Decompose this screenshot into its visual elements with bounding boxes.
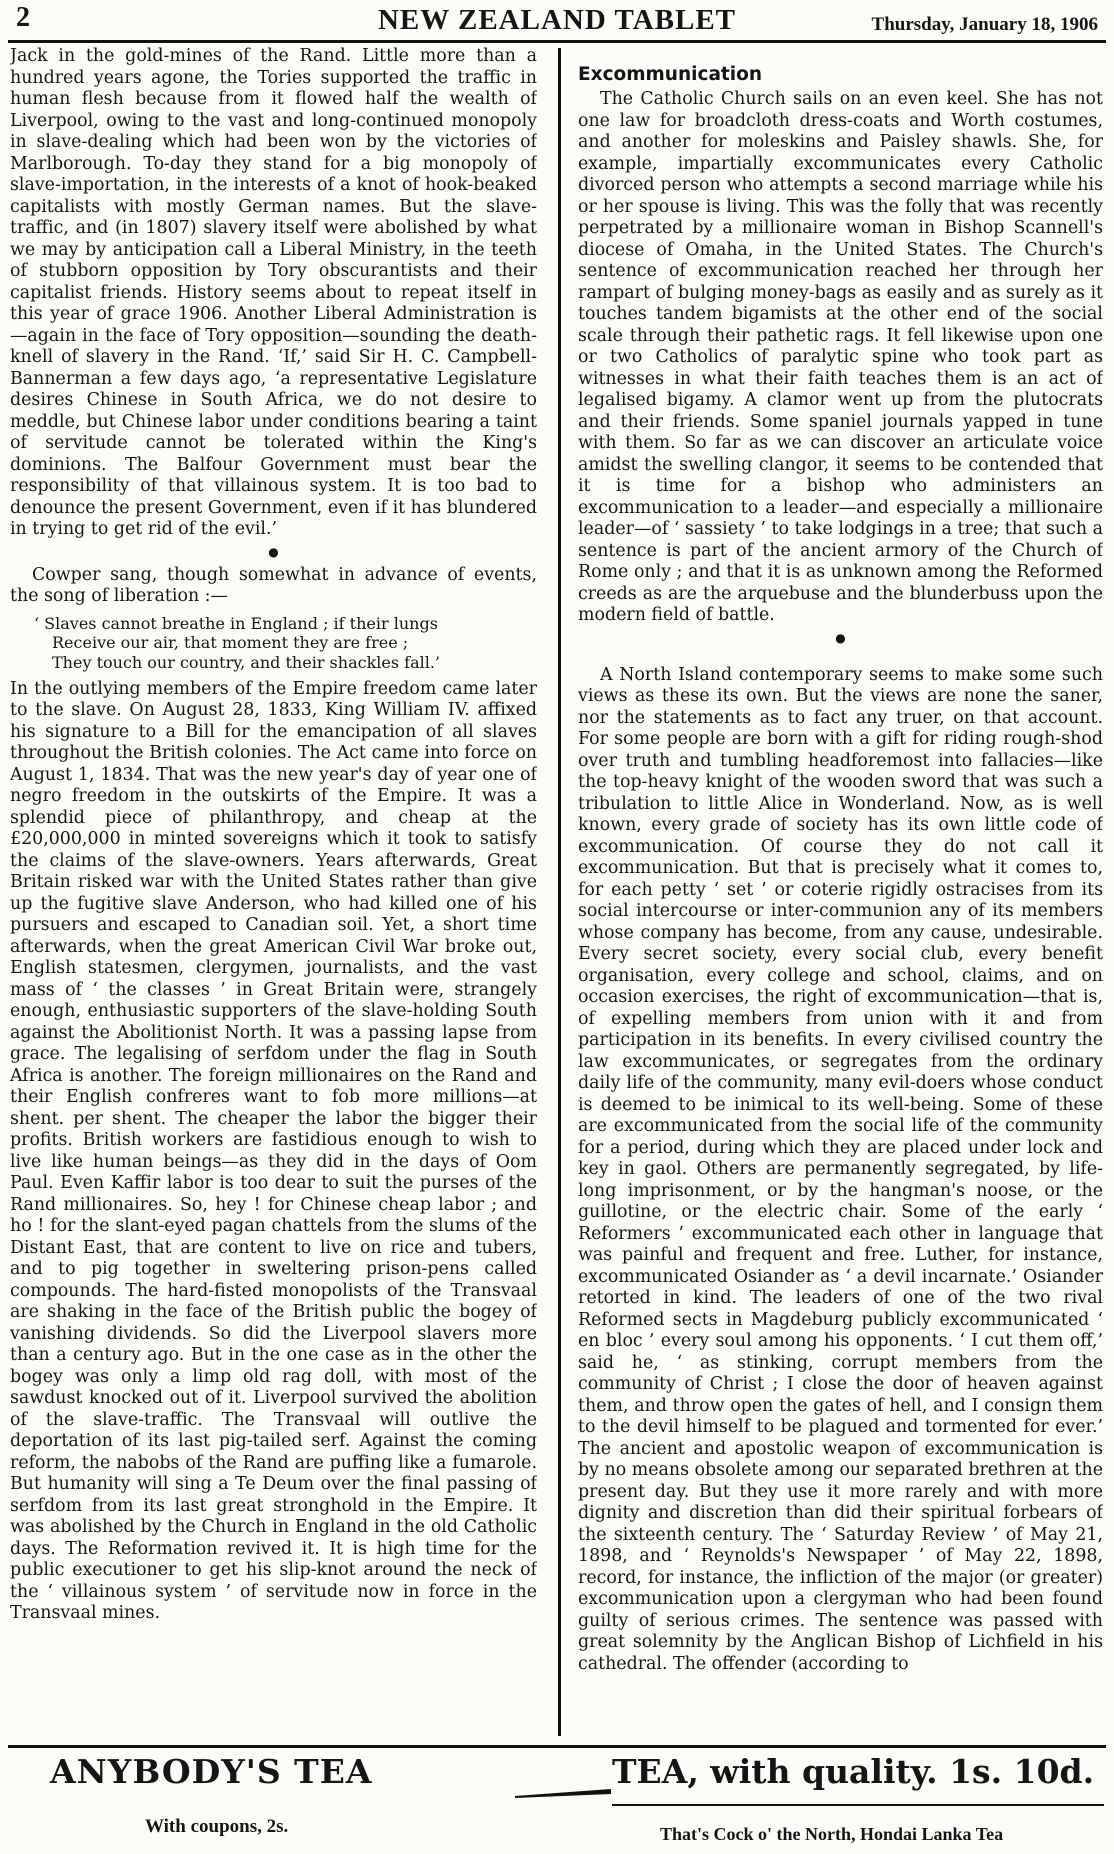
right-column [578,46,1103,1732]
page-number: 2 [16,2,30,33]
masthead: NEW ZEALAND TABLET [377,4,737,36]
ad-anybodys-tea-title: ANYBODY'S TEA [50,1752,373,1791]
column-rule [558,48,561,1736]
ad-quality-tea-subtitle: That's Cock o' the North, Hondai Lanka Tea [660,1824,1004,1844]
verse-line: ‘ Slaves cannot breathe in England ; if their lungs [34,613,438,633]
verse-quote [10,614,537,673]
verse-line: They touch our country, and their shackles fall.’ [52,653,441,673]
article-paragraph: A North Island contemporary seems to make some such views as these its own. But the views are none the saner, nor the statements as to fact any truer, on that account. For some people are born with a gift for riding rough-shod over truth and tumbling headforemost into fallacies—like the top-heavy knight of the wooden sword that was such a tribulation to little Alice in Wonderland. Now, as is well known, every grade of society has its own little code of excommunication. Of course they do not call it excommunication. But that is precisely what it comes to, for each petty ‘ set ’ or coterie rigidly ostracises from its social intercourse or inter-communion any of its members whose company has become, from any cause, undesirable. Every secret society, every social club, every benefit organisation, every college and school, claims, and on occasion exercises, the right of excommunication—that is, of expelling members from union with it and from participation in its benefits. In every civilised country the law excommunicates, or segregates from the ordinary daily life of the community, many evil-doers whose conduct is deemed to be inimical to its well-being. Some of these are excommunicated from the social life of the community for a period, during which they are placed under lock and key in gaol. Others are permanently segregated, by life-long imprisonment, or by the hangman's noose, or the guillotine, or the electric chair. Some of the early ‘ Reformers ’ excommunicated each other in language that was painful and frequent and free. Luther, for instance, excommunicated Osiander as ‘ a devil incarnate.’ Osiander retorted in kind. The leaders of one of the two rival Reformed sects in Magdeburg publicly excommunicated ‘ en bloc ’ every soul among his opponents. ‘ I cut them off,’ said he, ‘ as stinking, corrupt members from the community of Christ ; I close the door of heaven against them, and throw open the gates of hell, and I consign them to the devil himself to be plagued and tormented for ever.’ The ancient and apostolic weapon of excommunication is by no means obsolete among our separated brethren at the present day. But they use it more rarely and with more dignity and discretion than did their spiritual forbears of the sixteenth century. The ‘ Saturday Review ’ of May 21, 1898, and ‘ Reynolds's Newspaper ’ of May 22, 1898, record, for instance, the infliction of the major (or greater) excommunication upon a clergyman who had been found guilty of serious crimes. The sentence was passed with great solemnity by the Anglican Bishop of Lichfield in his cathedral. The offender (according to [578,664,1103,1674]
article-paragraph: Jack in the gold-mines of the Rand. Little more than a hundred years agone, the Tories supported the traffic in human flesh because from it flowed half the wealth of Liverpool, owing to the vast and long-continued monopoly in slave-dealing which had been won by the victories of Marlborough. To-day they stand for a big monopoly of slave-importation, in the interests of a knot of hook-beaked capitalists with mostly German names. But the slave-traffic, and (in 1807) slavery itself were abolished by what we may by anticipation call a Liberal Ministry, in the teeth of stubborn opposition by Tory obscurantists and their capitalist friends. History seems about to repeat itself in this year of grace 1906. Another Liberal Administration is—again in the face of Tory opposition—sounding the death-knell of slavery in the Rand. ‘If,’ said Sir H. C. Campbell-Bannerman a few days ago, ‘a representative Legislature desires Chinese in South Africa, we do not desire to meddle, but Chinese labor under conditions bearing a taint of servitude cannot be tolerated within the King's dominions. The Balfour Government must bear the responsibility of that villainous system. It is too bad to denounce the present Government, even if it has blundered in trying to get rid of the evil.’ [10,46,537,539]
ad-anybodys-tea-subtitle: With coupons, 2s. [145,1816,289,1837]
article-paragraph: Cowper sang, though somewhat in advance of events, the song of liberation :— [10,564,537,606]
ad-quality-tea-title: TEA, with quality. 1s. 10d. [612,1752,1095,1791]
arrow-icon [515,1780,611,1802]
verse-line: Receive our air, that moment they are free ; [52,633,409,653]
header-rule [8,40,1106,43]
page-header [12,2,1102,40]
left-column [10,46,537,1732]
issue-date: Thursday, January 18, 1906 [871,14,1098,35]
footer-rule [8,1745,1106,1748]
ad-underline [612,1804,1104,1806]
paragraph-gap [578,651,1103,665]
article-paragraph: In the outlying members of the Empire freedom came later to the slave. On August 28, 1833, King William IV. affixed his signature to a Bill for the emancipation of all slaves throughout the British colonies. The Act came into force on August 1, 1834. That was the new year's day of year one of negro freedom in the outskirts of the Empire. It was a splendid piece of philanthropy, and cheap at the £20,000,000 in minted sovereigns which it took to satisfy the claims of the slave-owners. Years afterwards, Great Britain risked war with the United States rather than give up the fugitive slave Anderson, who had killed one of his pursuers and escaped to Canadian soil. Yet, a short time afterwards, when the great American Civil War broke out, English statesmen, clergymen, journalists, and the vast mass of ‘ the classes ’ in Great Britain were, strangely enough, enthusiastic supporters of the slave-holding South against the Abolitionist North. It was a passing lapse from grace. The legalising of serfdom under the flag in South Africa is another. The foreign millionaires on the Rand and their English confreres want to fob more millions—at shent. per shent. The cheaper the labor the bigger their profits. British workers are fastidious enough to wish to live like human beings—as they did in the days of Oom Paul. Even Kaffir labor is too dear to suit the purses of the Rand millionaires. So, hey ! for Chinese cheap labor ; and ho ! for the slant-eyed pagan chattels from the slums of the Distant East, that are content to live on rice and tubers, and to pig together in sweltering prison-pens called compounds. The hard-fisted monopolists of the Transvaal are shaking in the face of the British public the bogey of vanishing dividends. So did the Liverpool slavers more than a century ago. But in the one case as in the other the bogey was only a limp old rag doll, with most of the sawdust knocked out of it. Liverpool survived the abolition of the slave-traffic. The Transvaal will outlive the deportation of its last pig-tailed serf. Against the coming reform, the nabobs of the Rand are puffing like a fumarole. But humanity will sing a Te Deum over the final passing of serfdom from its last great stronghold in the Empire. It was abolished by the Church in England in the old Catholic days. The Reformation revived it. It is high time for the public executioner to get his slip-knot around the neck of the ‘ villainous system ’ of servitude now in force in the Transvaal mines. [10,678,537,1624]
section-divider-star: ● [268,544,279,559]
section-heading: Excommunication [578,64,762,85]
section-divider-star: ● [835,630,846,645]
article-paragraph: The Catholic Church sails on an even keel. She has not one law for broadcloth dress-coats and Worth costumes, and another for moleskins and Paisley shawls. She, for example, impartially excommunicates every Catholic divorced person who attempts a second marriage while his or her spouse is living. This was the folly that was recently perpetrated by a millionaire woman in Bishop Scannell's diocese of Omaha, in the United States. The Church's sentence of excommunication reached her through her rampart of bulging money-bags as easily and as surely as it touches tandem bigamists at the other end of the social scale through their pathetic rags. It fell likewise upon one or two Catholics of paralytic spine who took part as witnesses in what their faith teaches them is an act of legalised bigamy. A clamor went up from the plutocrats and their friends. Some spaniel journals yapped in tune with them. So far as we can discover an articulate voice amidst the swelling clangor, it seems to be contended that it is time for a bishop who administers an excommunication to a leader—and especially a millionaire leader—of ‘ sassiety ’ to take lodgings in a tree; that such a sentence is part of the ancient armory of the Church of Rome only ; and that it is as unknown among the Reformed creeds as are the arquebuse and the blunderbuss upon the modern field of battle. [578,89,1103,625]
